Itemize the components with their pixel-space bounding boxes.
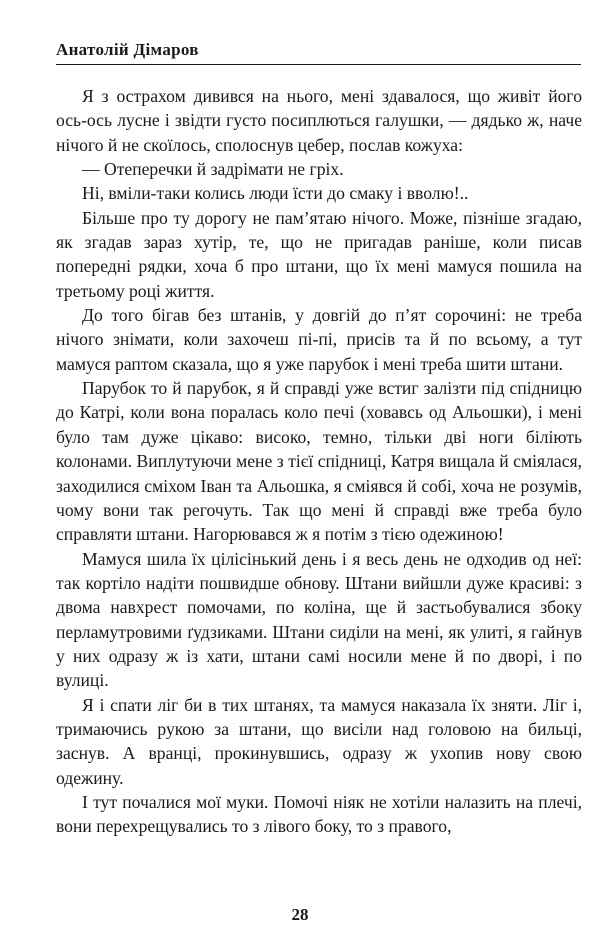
paragraph-3: Ні, вміли-таки колись люди їсти до смаку і вволю!.. xyxy=(82,183,469,204)
header-divider xyxy=(56,64,581,65)
running-head-author: Анатолій Дімаров xyxy=(56,40,199,59)
paragraph-5: До того бігав без штанів, у довгій до п’ят сорочині: не треба нічого знімати, коли захочеш пі-пі, присів та й по всьому, а тут мамуся раптом сказала, що я уже парубок і мені треба шити штани. xyxy=(56,305,582,374)
paragraph-2: — Отеперечки й задрімати не гріх. xyxy=(82,159,344,180)
paragraph-7: Мамуся шила їх цілісінький день і я весь день не одходив од неї: так кортіло надіти пошвидше обнову. Штани вийшли дуже красиві: з двома навхрест помочами, по коліна, ще й застьобувалися збоку перламутровими ґудзиками. Штани сиділи на мені, як улиті, я гайнув у них одразу ж із хати, штани самі носили мене й по дворі, і по вулиці. xyxy=(56,548,582,691)
paragraph-1: Я з острахом дивився на нього, мені здавалося, що живіт його ось-ось лусне і звідти густо посиплються галушки, — дядько ж, наче нічого й не скоїлось, сполоснув цебер, послав кожуха: xyxy=(56,86,582,155)
paragraph-8: Я і спати ліг би в тих штанях, та мамуся наказала їх зняти. Ліг і, тримаючись рукою за штани, що висіли над головою на бильці, заснув. А вранці, прокинувшись, одразу ж ухопив нову свою одежину. xyxy=(56,694,582,788)
paragraph-9: І тут почалися мої муки. Помочі ніяк не хотіли налазить на плечі, вони перехрещувались то з лівого боку, то з правого, xyxy=(56,791,582,837)
page-body xyxy=(56,84,582,839)
paragraph-4: Більше про ту дорогу не пам’ятаю нічого. Може, пізніше згадаю, як згадав зараз хутір, те, що не пригадав раніше, коли писав попередні рядки, хоча б про штани, що їх мені мамуся пошила на третьому році життя. xyxy=(56,207,582,301)
page-number: 28 xyxy=(291,905,309,924)
paragraph-6: Парубок то й парубок, я й справді уже встиг залізти під спідницю до Катрі, коли вона поралась коло печі (ховавсь од Альошки), і мені було там дуже цікаво: високо, темно, тільки дві ноги біліють колонами. Виплутуючи мене з тієї спідниці, Катря вищала й сміялася, заходилися сміхом Іван та Альошка, я сміявся й собі, хоча не розумів, чому вони так регочуть. Так що мені й справді вже треба було справляти штани. Нагорювався ж я потім з тією одежиною! xyxy=(56,378,582,545)
